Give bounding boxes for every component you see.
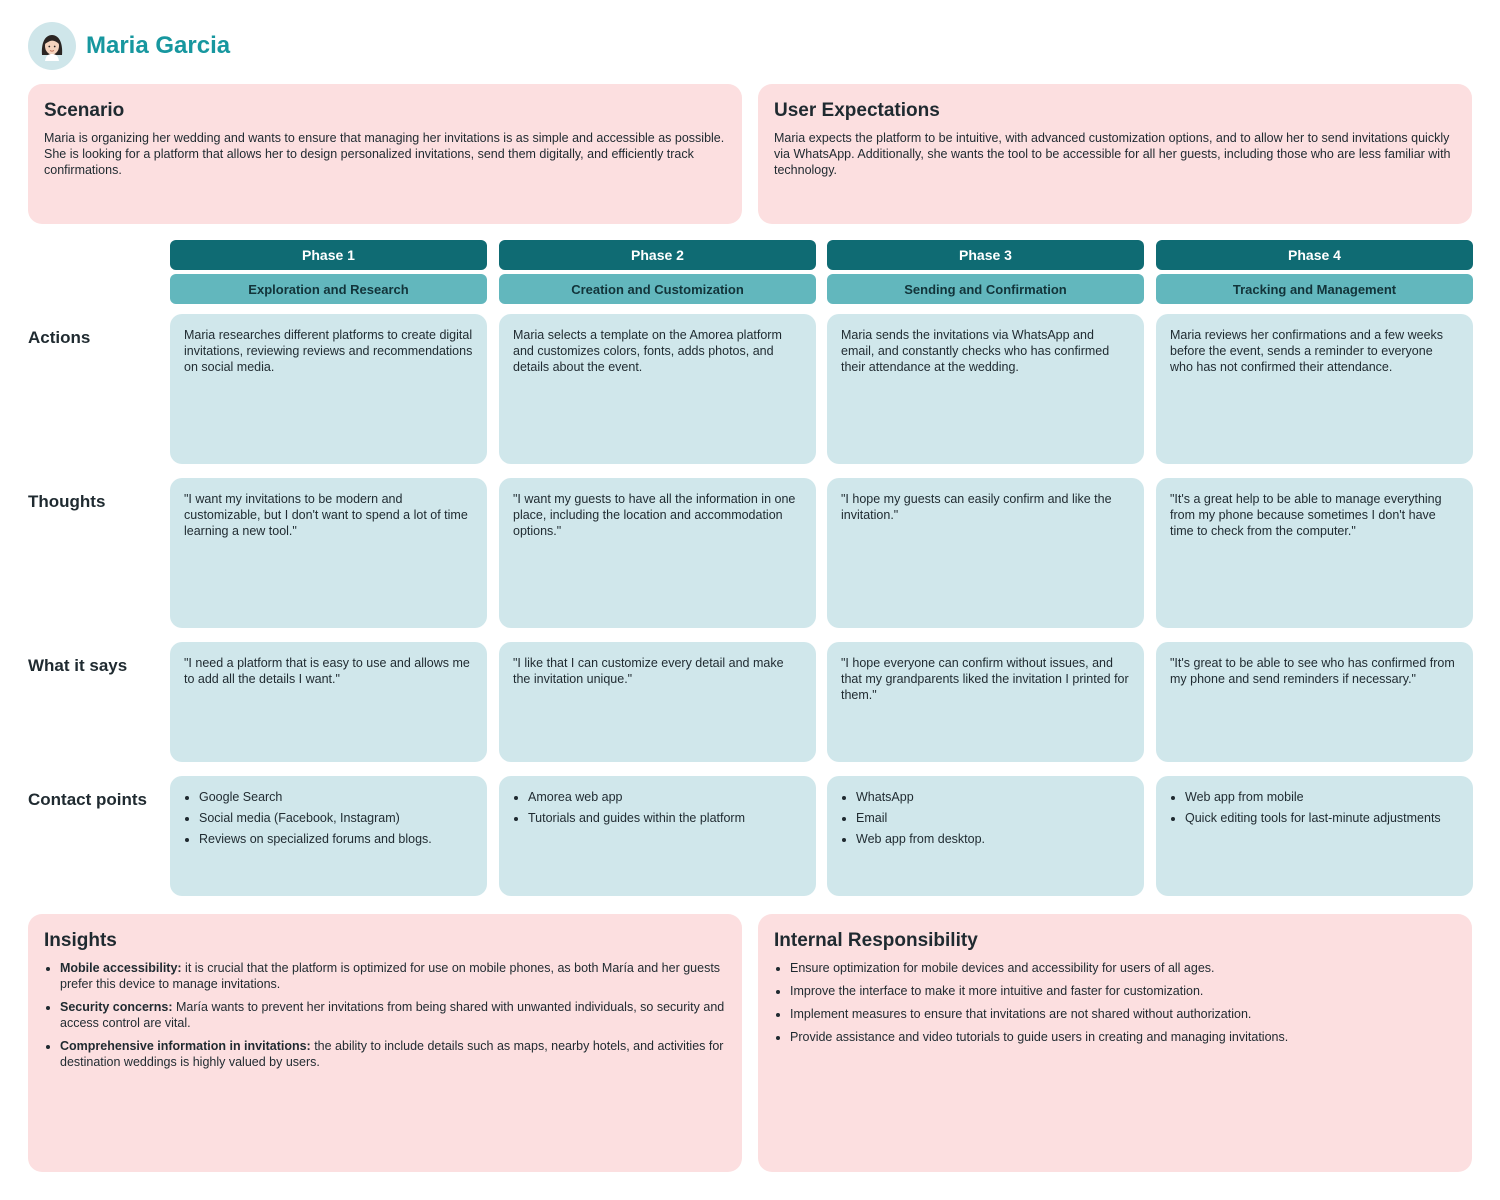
- phase-1-header: Phase 1: [170, 240, 487, 270]
- internal-responsibility-panel: [758, 914, 1472, 1172]
- thoughts-phase-1: "I want my invitations to be modern and customizable, but I don't want to spend a lot of time learning a new tool.": [170, 478, 487, 628]
- insight-text: María wants to prevent her invitations from being shared with unwanted individuals, so security and access control are vital.: [60, 1000, 725, 1030]
- insight-heading: Security concerns:: [60, 1000, 173, 1014]
- list-item: • Web app from desktop.: [856, 831, 1130, 847]
- list-item: • Tutorials and guides within the platform: [528, 810, 802, 826]
- contacts-phase-4: [1156, 776, 1473, 896]
- list-item: • Quick editing tools for last-minute adjustments: [1185, 810, 1459, 826]
- row-label-thoughts: Thoughts: [28, 492, 106, 511]
- says-phase-2: "I like that I can customize every detail and make the invitation unique.": [499, 642, 816, 762]
- scenario-panel: [28, 84, 742, 224]
- row-label-what-it-says: What it says: [28, 656, 128, 675]
- list-item: • Improve the interface to make it more intuitive and faster for customization.: [790, 983, 1456, 999]
- list-item: • Reviews on specialized forums and blogs.: [199, 831, 473, 847]
- list-item: • Social media (Facebook, Instagram): [199, 810, 473, 826]
- list-item: [60, 960, 726, 992]
- list-item: • Provide assistance and video tutorials to guide users in creating and managing invitations.: [790, 1029, 1456, 1045]
- actions-phase-3: Maria sends the invitations via WhatsApp and email, and constantly checks who has confirmed their attendance at the wedding.: [827, 314, 1144, 464]
- actions-phase-4: Maria reviews her confirmations and a few weeks before the event, sends a reminder to everyone who has not confirmed their attendance.: [1156, 314, 1473, 464]
- contacts-list: [856, 789, 1130, 847]
- phase-4-header: Phase 4: [1156, 240, 1473, 270]
- insights-list: [60, 960, 726, 1070]
- actions-phase-1: Maria researches different platforms to create digital invitations, reviewing reviews and recommendations on social media.: [170, 314, 487, 464]
- phase-4-name: Tracking and Management: [1156, 274, 1473, 304]
- insight-text: the ability to include details such as maps, nearby hotels, and activities for destination weddings is highly valued by users.: [60, 1039, 724, 1069]
- contacts-phase-3: [827, 776, 1144, 896]
- row-label-contact-points: Contact points: [28, 790, 147, 809]
- list-item: • Amorea web app: [528, 789, 802, 805]
- woman-avatar-icon: [28, 22, 76, 70]
- thoughts-phase-4: "It's a great help to be able to manage everything from my phone because sometimes I don't have time to check from the computer.": [1156, 478, 1473, 628]
- internal-responsibility-title: Internal Responsibility: [774, 930, 978, 951]
- actions-phase-2: Maria selects a template on the Amorea platform and customizes colors, fonts, adds photos, and details about the event.: [499, 314, 816, 464]
- phase-2-header: Phase 2: [499, 240, 816, 270]
- user-expectations-text: Maria expects the platform to be intuitive, with advanced customization options, and to allow her to send invitations quickly via WhatsApp. Additionally, she wants the tool to be accessible for all her guests, including those who are less familiar with technology.: [774, 131, 1451, 177]
- list-item: • Google Search: [199, 789, 473, 805]
- row-label-actions: Actions: [28, 328, 91, 347]
- list-item: • WhatsApp: [856, 789, 1130, 805]
- contacts-list: [528, 789, 802, 826]
- list-item: • Implement measures to ensure that invitations are not shared without authorization.: [790, 1006, 1456, 1022]
- persona-name: Maria Garcia: [86, 32, 231, 59]
- phase-1-name: Exploration and Research: [170, 274, 487, 304]
- phase-3-header: Phase 3: [827, 240, 1144, 270]
- phase-2-name: Creation and Customization: [499, 274, 816, 304]
- thoughts-phase-2: "I want my guests to have all the information in one place, including the location and accommodation options.": [499, 478, 816, 628]
- insight-heading: Mobile accessibility:: [60, 961, 182, 975]
- insight-text: it is crucial that the platform is optimized for use on mobile phones, as both María and her guests prefer this device to manage invitations.: [60, 961, 721, 991]
- persona-header: [28, 22, 230, 70]
- user-expectations-title: User Expectations: [774, 100, 940, 121]
- list-item: • Email: [856, 810, 1130, 826]
- says-phase-1: "I need a platform that is easy to use and allows me to add all the details I want.": [170, 642, 487, 762]
- list-item: • Ensure optimization for mobile devices and accessibility for users of all ages.: [790, 960, 1456, 976]
- list-item: • Web app from mobile: [1185, 789, 1459, 805]
- contacts-phase-1: [170, 776, 487, 896]
- says-phase-3: "I hope everyone can confirm without issues, and that my grandparents liked the invitation I printed for them.": [827, 642, 1144, 762]
- responsibility-list: [790, 960, 1456, 1045]
- phase-3-name: Sending and Confirmation: [827, 274, 1144, 304]
- insight-heading: Comprehensive information in invitations:: [60, 1039, 311, 1053]
- list-item: [60, 1038, 726, 1070]
- insights-title: Insights: [44, 930, 117, 951]
- contacts-phase-2: [499, 776, 816, 896]
- thoughts-phase-3: "I hope my guests can easily confirm and like the invitation.": [827, 478, 1144, 628]
- says-phase-4: "It's great to be able to see who has confirmed from my phone and send reminders if necessary.": [1156, 642, 1473, 762]
- scenario-text: Maria is organizing her wedding and wants to ensure that managing her invitations is as simple and accessible as possible. She is looking for a platform that allows her to design personalized invitations, send them digitally, and efficiently track confirmations.: [44, 131, 725, 177]
- contacts-list: [199, 789, 473, 847]
- user-expectations-panel: [758, 84, 1472, 224]
- list-item: [60, 999, 726, 1031]
- contacts-list: [1185, 789, 1459, 826]
- insights-panel: [28, 914, 742, 1172]
- scenario-title: Scenario: [44, 100, 125, 121]
